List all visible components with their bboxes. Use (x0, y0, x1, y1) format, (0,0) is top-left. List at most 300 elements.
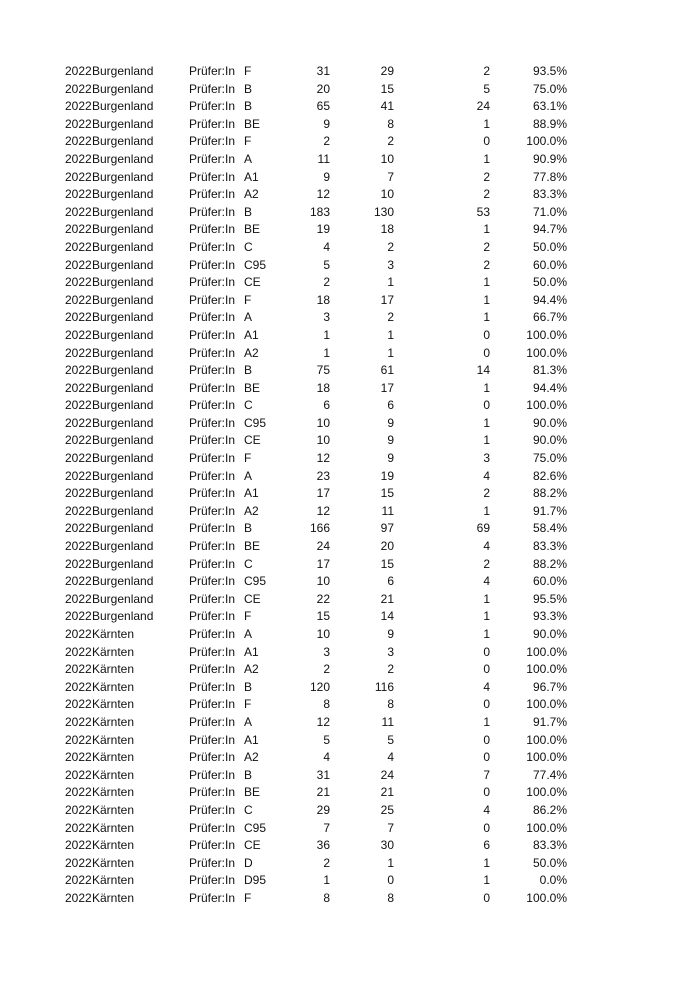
pass-rate-cell: 60.0% (532, 574, 567, 589)
total-cell: 1 (323, 327, 330, 342)
license-class-cell: A1 (244, 644, 259, 659)
license-class-cell: A1 (244, 732, 259, 747)
license-class-cell: BE (244, 785, 261, 800)
license-class-cell: A1 (244, 486, 259, 501)
passed-cell: 130 (373, 204, 394, 219)
role-cell: Prüfer:In (189, 627, 236, 641)
pass-rate-cell: 91.7% (532, 714, 567, 729)
failed-cell: 6 (483, 838, 490, 853)
year-cell: 2022 (65, 151, 92, 166)
license-class-cell: C (244, 239, 253, 254)
license-class-cell: F (244, 890, 252, 905)
failed-cell: 0 (483, 750, 490, 765)
license-class-cell: C95 (244, 415, 267, 430)
region-cell: Burgenland (92, 574, 154, 589)
pass-rate-cell: 100.0% (526, 820, 567, 835)
region-cell: Burgenland (92, 556, 154, 571)
license-class-cell: B (244, 204, 253, 219)
license-class-cell: F (244, 451, 252, 466)
passed-cell: 29 (380, 64, 394, 78)
pass-rate-cell: 77.4% (532, 767, 567, 782)
year-cell: 2022 (65, 433, 92, 448)
pass-rate-cell: 100.0% (526, 398, 567, 413)
year-cell: 2022 (65, 785, 92, 800)
role-cell: Prüfer:In (189, 609, 236, 624)
role-cell: Prüfer:In (189, 714, 236, 729)
table-row (0, 345, 700, 363)
pass-rate-cell: 90.0% (532, 415, 567, 430)
table-row (0, 81, 700, 99)
passed-cell: 19 (380, 468, 394, 483)
total-cell: 12 (316, 503, 330, 518)
license-class-cell: F (244, 64, 252, 78)
year-cell: 2022 (65, 292, 92, 307)
passed-cell: 61 (380, 363, 394, 378)
table-row (0, 362, 700, 380)
role-cell: Prüfer:In (189, 451, 236, 466)
total-cell: 10 (316, 415, 330, 430)
passed-cell: 6 (387, 574, 394, 589)
passed-cell: 21 (380, 785, 394, 800)
failed-cell: 4 (483, 679, 490, 694)
pass-rate-cell: 100.0% (526, 785, 567, 800)
failed-cell: 24 (476, 99, 490, 114)
license-class-cell: B (244, 521, 253, 536)
passed-cell: 1 (387, 855, 394, 870)
pass-rate-cell: 90.0% (532, 627, 567, 641)
region-cell: Kärnten (92, 802, 135, 817)
year-cell: 2022 (65, 662, 92, 677)
passed-cell: 9 (387, 627, 394, 641)
pass-rate-cell: 88.2% (532, 486, 567, 501)
failed-cell: 0 (483, 134, 490, 149)
passed-cell: 3 (387, 644, 394, 659)
license-class-cell: F (244, 609, 252, 624)
table-row (0, 257, 700, 275)
year-cell: 2022 (65, 380, 92, 395)
region-cell: Kärnten (92, 890, 135, 905)
table-row (0, 626, 700, 644)
role-cell: Prüfer:In (189, 363, 236, 378)
passed-cell: 10 (380, 187, 394, 202)
passed-cell: 4 (387, 750, 394, 765)
table-row (0, 679, 700, 697)
failed-cell: 1 (483, 591, 490, 606)
table-row (0, 573, 700, 591)
role-cell: Prüfer:In (189, 222, 236, 237)
pass-rate-cell: 83.3% (532, 539, 567, 554)
table-row (0, 820, 700, 838)
pass-rate-cell: 81.3% (532, 363, 567, 378)
region-cell: Kärnten (92, 644, 135, 659)
year-cell: 2022 (65, 451, 92, 466)
region-cell: Burgenland (92, 257, 154, 272)
year-cell: 2022 (65, 503, 92, 518)
pass-rate-cell: 50.0% (532, 855, 567, 870)
failed-cell: 1 (483, 855, 490, 870)
role-cell: Prüfer:In (189, 204, 236, 219)
role-cell: Prüfer:In (189, 820, 236, 835)
license-class-cell: BE (244, 222, 261, 237)
role-cell: Prüfer:In (189, 275, 236, 290)
year-cell: 2022 (65, 820, 92, 835)
failed-cell: 0 (483, 697, 490, 712)
table-row (0, 802, 700, 820)
total-cell: 21 (316, 785, 330, 800)
passed-cell: 2 (387, 310, 394, 325)
failed-cell: 2 (483, 257, 490, 272)
table-row (0, 784, 700, 802)
passed-cell: 5 (387, 732, 394, 747)
license-class-cell: D (244, 855, 253, 870)
total-cell: 15 (316, 609, 330, 624)
role-cell: Prüfer:In (189, 521, 236, 536)
table-row (0, 98, 700, 116)
table-row (0, 556, 700, 574)
license-class-cell: BE (244, 116, 261, 131)
total-cell: 4 (323, 750, 330, 765)
pass-rate-cell: 100.0% (526, 327, 567, 342)
table-row (0, 485, 700, 503)
table-row (0, 450, 700, 468)
failed-cell: 5 (483, 81, 490, 96)
region-cell: Burgenland (92, 486, 154, 501)
license-class-cell: B (244, 679, 253, 694)
role-cell: Prüfer:In (189, 890, 236, 905)
pass-rate-cell: 83.3% (532, 838, 567, 853)
pass-rate-cell: 60.0% (532, 257, 567, 272)
region-cell: Burgenland (92, 169, 154, 184)
pass-rate-cell: 50.0% (532, 239, 567, 254)
passed-cell: 8 (387, 890, 394, 905)
failed-cell: 0 (483, 662, 490, 677)
pass-rate-cell: 58.4% (532, 521, 567, 536)
year-cell: 2022 (65, 134, 92, 149)
table-row (0, 133, 700, 151)
table-row (0, 63, 700, 81)
table-row (0, 714, 700, 732)
region-cell: Burgenland (92, 363, 154, 378)
year-cell: 2022 (65, 697, 92, 712)
failed-cell: 1 (483, 275, 490, 290)
region-cell: Burgenland (92, 345, 154, 360)
pass-rate-cell: 50.0% (532, 275, 567, 290)
year-cell: 2022 (65, 222, 92, 237)
region-cell: Kärnten (92, 697, 135, 712)
total-cell: 9 (323, 116, 330, 131)
failed-cell: 2 (483, 64, 490, 78)
passed-cell: 25 (380, 802, 394, 817)
failed-cell: 0 (483, 890, 490, 905)
pass-rate-cell: 94.4% (532, 292, 567, 307)
region-cell: Kärnten (92, 732, 135, 747)
license-class-cell: A (244, 310, 253, 325)
total-cell: 1 (323, 873, 330, 888)
failed-cell: 2 (483, 187, 490, 202)
year-cell: 2022 (65, 644, 92, 659)
failed-cell: 1 (483, 873, 490, 888)
total-cell: 3 (323, 310, 330, 325)
failed-cell: 1 (483, 433, 490, 448)
role-cell: Prüfer:In (189, 169, 236, 184)
region-cell: Burgenland (92, 521, 154, 536)
passed-cell: 8 (387, 116, 394, 131)
year-cell: 2022 (65, 363, 92, 378)
role-cell: Prüfer:In (189, 415, 236, 430)
failed-cell: 1 (483, 310, 490, 325)
total-cell: 12 (316, 451, 330, 466)
table-row (0, 204, 700, 222)
table-row (0, 591, 700, 609)
total-cell: 10 (316, 433, 330, 448)
passed-cell: 15 (380, 556, 394, 571)
failed-cell: 1 (483, 714, 490, 729)
region-cell: Burgenland (92, 609, 154, 624)
pass-rate-cell: 96.7% (532, 679, 567, 694)
region-cell: Burgenland (92, 310, 154, 325)
total-cell: 2 (323, 662, 330, 677)
license-class-cell: B (244, 363, 253, 378)
failed-cell: 0 (483, 398, 490, 413)
failed-cell: 4 (483, 802, 490, 817)
total-cell: 17 (316, 486, 330, 501)
region-cell: Burgenland (92, 433, 154, 448)
role-cell: Prüfer:In (189, 732, 236, 747)
license-class-cell: D95 (244, 873, 267, 888)
passed-cell: 6 (387, 398, 394, 413)
total-cell: 20 (316, 81, 330, 96)
role-cell: Prüfer:In (189, 662, 236, 677)
total-cell: 4 (323, 239, 330, 254)
pass-rate-cell: 100.0% (526, 697, 567, 712)
total-cell: 3 (323, 644, 330, 659)
role-cell: Prüfer:In (189, 785, 236, 800)
table-row (0, 767, 700, 785)
table-row (0, 327, 700, 345)
region-cell: Kärnten (92, 785, 135, 800)
failed-cell: 2 (483, 556, 490, 571)
region-cell: Burgenland (92, 327, 154, 342)
total-cell: 120 (309, 679, 330, 694)
year-cell: 2022 (65, 679, 92, 694)
pass-rate-cell: 100.0% (526, 134, 567, 149)
passed-cell: 15 (380, 486, 394, 501)
pass-rate-cell: 95.5% (532, 591, 567, 606)
year-cell: 2022 (65, 64, 92, 78)
total-cell: 166 (309, 521, 330, 536)
passed-cell: 0 (387, 873, 394, 888)
role-cell: Prüfer:In (189, 380, 236, 395)
license-class-cell: A (244, 714, 253, 729)
year-cell: 2022 (65, 187, 92, 202)
role-cell: Prüfer:In (189, 257, 236, 272)
role-cell: Prüfer:In (189, 398, 236, 413)
role-cell: Prüfer:In (189, 116, 236, 131)
table-row (0, 661, 700, 679)
year-cell: 2022 (65, 890, 92, 905)
pass-rate-cell: 83.3% (532, 187, 567, 202)
pass-rate-cell: 77.8% (532, 169, 567, 184)
failed-cell: 69 (476, 521, 490, 536)
role-cell: Prüfer:In (189, 855, 236, 870)
role-cell: Prüfer:In (189, 345, 236, 360)
region-cell: Kärnten (92, 873, 135, 888)
role-cell: Prüfer:In (189, 134, 236, 149)
license-class-cell: A2 (244, 345, 259, 360)
total-cell: 10 (316, 627, 330, 641)
passed-cell: 97 (380, 521, 394, 536)
year-cell: 2022 (65, 468, 92, 483)
total-cell: 8 (323, 890, 330, 905)
region-cell: Kärnten (92, 714, 135, 729)
role-cell: Prüfer:In (189, 327, 236, 342)
passed-cell: 15 (380, 81, 394, 96)
table-row (0, 415, 700, 433)
region-cell: Burgenland (92, 451, 154, 466)
pass-rate-cell: 0.0% (539, 873, 567, 888)
license-class-cell: F (244, 292, 252, 307)
year-cell: 2022 (65, 767, 92, 782)
role-cell: Prüfer:In (189, 838, 236, 853)
total-cell: 12 (316, 187, 330, 202)
region-cell: Kärnten (92, 838, 135, 853)
passed-cell: 2 (387, 662, 394, 677)
failed-cell: 14 (476, 363, 490, 378)
failed-cell: 4 (483, 574, 490, 589)
role-cell: Prüfer:In (189, 802, 236, 817)
region-cell: Burgenland (92, 591, 154, 606)
region-cell: Burgenland (92, 64, 154, 78)
table-row (0, 732, 700, 750)
total-cell: 12 (316, 714, 330, 729)
role-cell: Prüfer:In (189, 539, 236, 554)
region-cell: Burgenland (92, 81, 154, 96)
failed-cell: 0 (483, 785, 490, 800)
pass-rate-cell: 66.7% (532, 310, 567, 325)
total-cell: 1 (323, 345, 330, 360)
region-cell: Burgenland (92, 239, 154, 254)
pass-rate-cell: 94.7% (532, 222, 567, 237)
region-cell: Burgenland (92, 539, 154, 554)
region-cell: Kärnten (92, 750, 135, 765)
year-cell: 2022 (65, 609, 92, 624)
license-class-cell: A1 (244, 327, 259, 342)
region-cell: Burgenland (92, 415, 154, 430)
region-cell: Kärnten (92, 820, 135, 835)
year-cell: 2022 (65, 855, 92, 870)
license-class-cell: C95 (244, 257, 267, 272)
passed-cell: 7 (387, 169, 394, 184)
passed-cell: 14 (380, 609, 394, 624)
license-class-cell: BE (244, 380, 261, 395)
failed-cell: 7 (483, 767, 490, 782)
region-cell: Burgenland (92, 468, 154, 483)
region-cell: Kärnten (92, 679, 135, 694)
failed-cell: 4 (483, 539, 490, 554)
passed-cell: 21 (380, 591, 394, 606)
total-cell: 2 (323, 134, 330, 149)
total-cell: 31 (316, 767, 330, 782)
year-cell: 2022 (65, 838, 92, 853)
passed-cell: 18 (380, 222, 394, 237)
passed-cell: 1 (387, 327, 394, 342)
pass-rate-cell: 100.0% (526, 644, 567, 659)
table-row (0, 432, 700, 450)
year-cell: 2022 (65, 574, 92, 589)
pass-rate-cell: 100.0% (526, 890, 567, 905)
role-cell: Prüfer:In (189, 503, 236, 518)
year-cell: 2022 (65, 116, 92, 131)
passed-cell: 11 (381, 503, 394, 518)
passed-cell: 11 (381, 714, 394, 729)
role-cell: Prüfer:In (189, 644, 236, 659)
table-row (0, 274, 700, 292)
pass-rate-cell: 93.5% (532, 64, 567, 78)
region-cell: Burgenland (92, 204, 154, 219)
region-cell: Burgenland (92, 398, 154, 413)
failed-cell: 1 (483, 151, 490, 166)
passed-cell: 116 (374, 679, 394, 694)
failed-cell: 1 (483, 292, 490, 307)
license-class-cell: A (244, 627, 253, 641)
table-row (0, 890, 700, 908)
table-row (0, 186, 700, 204)
total-cell: 29 (316, 802, 330, 817)
pass-rate-cell: 88.9% (532, 116, 567, 131)
year-cell: 2022 (65, 275, 92, 290)
license-class-cell: C (244, 802, 253, 817)
role-cell: Prüfer:In (189, 81, 236, 96)
region-cell: Burgenland (92, 503, 154, 518)
table-row (0, 837, 700, 855)
role-cell: Prüfer:In (189, 767, 236, 782)
table-row (0, 397, 700, 415)
table-row (0, 169, 700, 187)
region-cell: Burgenland (92, 187, 154, 202)
license-class-cell: A2 (244, 503, 259, 518)
pass-rate-cell: 100.0% (526, 732, 567, 747)
pass-rate-cell: 75.0% (532, 81, 567, 96)
region-cell: Burgenland (92, 116, 154, 131)
failed-cell: 0 (483, 732, 490, 747)
role-cell: Prüfer:In (189, 468, 236, 483)
license-class-cell: CE (244, 591, 261, 606)
license-class-cell: A (244, 468, 253, 483)
data-table (0, 63, 700, 908)
year-cell: 2022 (65, 802, 92, 817)
role-cell: Prüfer:In (189, 556, 236, 571)
total-cell: 2 (323, 855, 330, 870)
total-cell: 31 (316, 64, 330, 78)
total-cell: 36 (316, 838, 330, 853)
license-class-cell: C95 (244, 574, 267, 589)
year-cell: 2022 (65, 398, 92, 413)
failed-cell: 1 (483, 116, 490, 131)
passed-cell: 9 (387, 415, 394, 430)
table-row (0, 380, 700, 398)
failed-cell: 0 (483, 327, 490, 342)
role-cell: Prüfer:In (189, 187, 236, 202)
pass-rate-cell: 63.1% (532, 99, 567, 114)
total-cell: 75 (316, 363, 330, 378)
pass-rate-cell: 82.6% (532, 468, 567, 483)
failed-cell: 2 (483, 486, 490, 501)
year-cell: 2022 (65, 591, 92, 606)
license-class-cell: F (244, 134, 252, 149)
total-cell: 19 (316, 222, 330, 237)
year-cell: 2022 (65, 873, 92, 888)
role-cell: Prüfer:In (189, 433, 236, 448)
